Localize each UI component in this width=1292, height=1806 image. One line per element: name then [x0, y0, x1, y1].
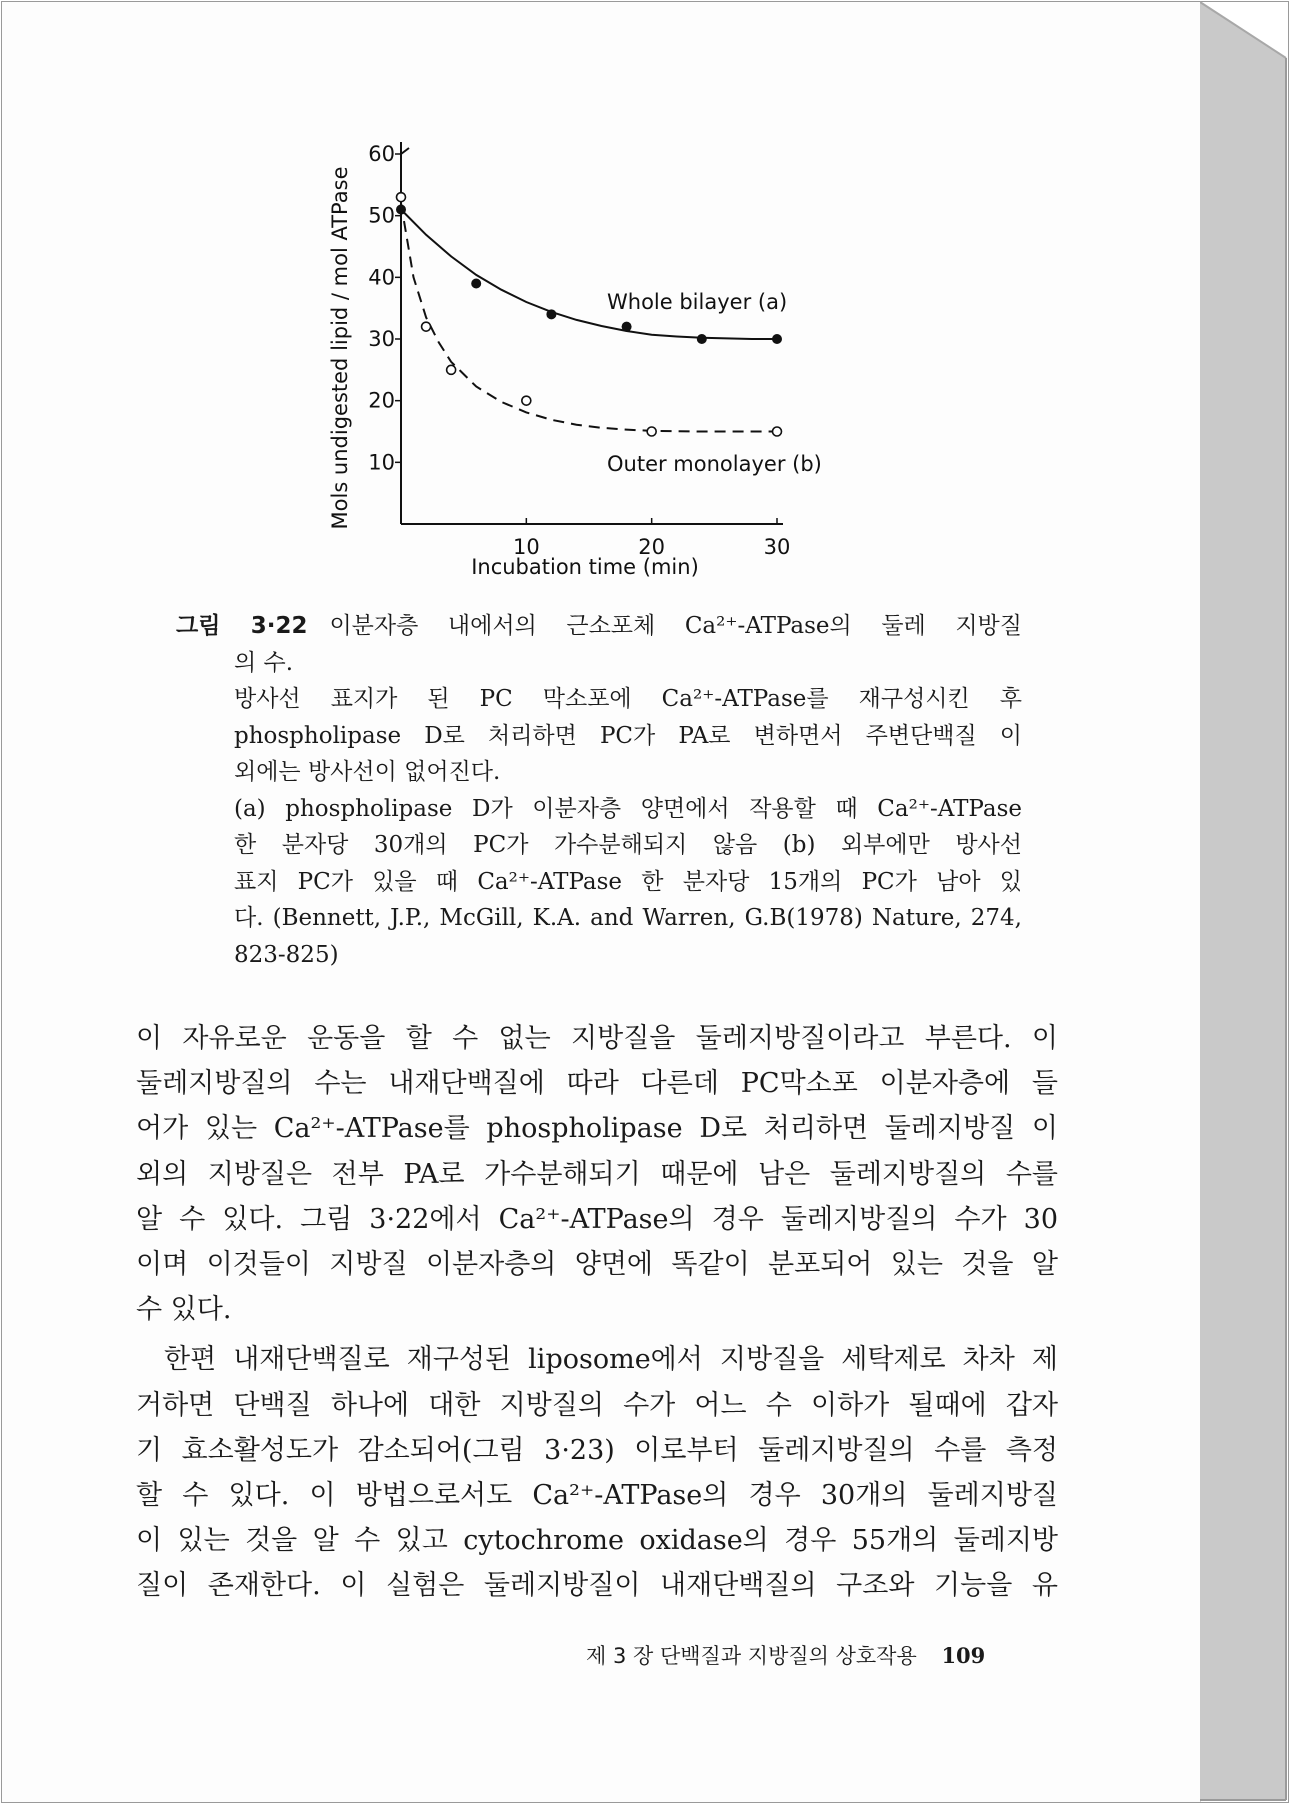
y-tick-label: 50: [368, 203, 395, 228]
caption-line: 외에는 방사선이 없어진다.: [234, 759, 501, 785]
text-line: 수 있다.: [136, 1294, 232, 1326]
y-axis-top-hook: [401, 148, 409, 154]
text-line: 할 수 있다. 이 방법으로서도 Ca²⁺-ATPase의 경우 30개의 둘레지방질: [136, 1479, 1058, 1511]
caption-line: 다. (Bennett, J.P., McGill, K.A. and Warren, G.B(1978) Nature, 274,: [234, 905, 1022, 931]
text-line: 질이 존재한다. 이 실험은 둘레지방질이 내재단백질의 구조와 기능을 유: [136, 1570, 1058, 1602]
series-a-point: [622, 322, 632, 332]
series-b-point: [647, 427, 656, 436]
text-line: 외의 지방질은 전부 PA로 가수분해되기 때문에 남은 둘레지방질의 수를: [136, 1158, 1058, 1190]
y-tick-label: 10: [368, 450, 395, 475]
y-axis-label: Mols undigested lipid / mol ATPase: [328, 166, 352, 530]
series-b-curve: [401, 203, 777, 431]
caption-line: 의 수.: [234, 649, 294, 676]
text-line: 어가 있는 Ca²⁺-ATPase를 phospholipase D로 처리하면 둘레지방질 이: [136, 1113, 1058, 1145]
series-a-point: [772, 334, 782, 344]
caption-line: 한 분자당 30개의 PC가 가수분해되지 않음 (b) 외부에만 방사선: [234, 832, 1022, 858]
y-tick-label: 60: [368, 142, 395, 166]
figure-number: 그림 3·22: [176, 613, 308, 639]
series-b-label: Outer monolayer (b): [607, 452, 822, 476]
chapter-title: 제 3 장 단백질과 지방질의 상호작용: [586, 1644, 917, 1668]
text-line: 거하면 단백질 하나에 대한 지방질의 수가 어느 수 이하가 될때에 갑자: [136, 1389, 1058, 1421]
book-side-edge: [1200, 0, 1292, 1806]
series-a-point: [396, 205, 406, 215]
text-line: 둘레지방질의 수는 내재단백질에 따라 다른데 PC막소포 이분자층에 들: [136, 1068, 1058, 1100]
text-line: 이며 이것들이 지방질 이분자층의 양면에 똑같이 분포되어 있는 것을 알: [136, 1248, 1058, 1280]
series-b-point: [422, 322, 431, 331]
caption-line: 방사선 표지가 된 PC 막소포에 Ca²⁺-ATPase를 재구성시킨 후: [234, 686, 1022, 712]
series-a-curve: [401, 210, 777, 340]
figure-chart: [317, 112, 897, 592]
x-tick-label: 30: [763, 535, 791, 559]
series-a-label: Whole bilayer (a): [607, 290, 788, 314]
caption-line: 표지 PC가 있을 때 Ca²⁺-ATPase 한 분자당 15개의 PC가 남아 있: [234, 868, 1022, 895]
text-line: 이 자유로운 운동을 할 수 없는 지방질을 둘레지방질이라고 부른다. 이: [136, 1023, 1058, 1054]
y-tick-label: 30: [368, 327, 395, 351]
body-text: [136, 1016, 1058, 1608]
caption-line: 823-825): [234, 941, 339, 968]
series-a-point: [546, 309, 556, 319]
series-b-point: [522, 396, 531, 405]
y-tick-label: 20: [368, 388, 395, 413]
text-line: 기 효소활성도가 감소되어(그림 3·23) 이로부터 둘레지방질의 수를 측정: [136, 1434, 1058, 1466]
text-line: 이 있는 것을 알 수 있고 cytochrome oxidase의 경우 55개의 둘레지방: [136, 1525, 1058, 1557]
text-line: 한편 내재단백질로 재구성된 liposome에서 지방질을 세탁제로 차차 제: [164, 1344, 1058, 1376]
series-b-point: [397, 193, 406, 202]
x-axis-label: Incubation time (min): [471, 555, 699, 579]
x-tick-label: 20: [638, 535, 666, 559]
chart-svg: [317, 112, 897, 592]
series-b-point: [447, 365, 456, 374]
series-b-point: [773, 427, 782, 436]
y-tick-label: 40: [368, 265, 395, 290]
x-tick-label: 10: [512, 535, 540, 559]
page-footer: [586, 1640, 985, 1670]
book-page: [2, 2, 1201, 1802]
paragraph-1: [136, 1016, 1058, 1332]
series-a-point: [471, 279, 481, 289]
caption-line: 그림 3·22 이분자층 내에서의 근소포체 Ca²⁺-ATPase의 둘레 지방질: [176, 613, 1022, 639]
figure-caption: [176, 608, 1022, 973]
paragraph-2: [136, 1337, 1058, 1608]
text-line: 알 수 있다. 그림 3·22에서 Ca²⁺-ATPase의 경우 둘레지방질의 수가 30: [136, 1203, 1058, 1235]
series-a-point: [697, 334, 707, 344]
caption-line: phospholipase D로 처리하면 PC가 PA로 변하면서 주변단백질 이: [234, 722, 1022, 749]
caption-line: (a) phospholipase D가 이분자층 양면에서 작용할 때 Ca²⁺-ATPase: [234, 795, 1022, 822]
page-number: 109: [941, 1643, 986, 1668]
